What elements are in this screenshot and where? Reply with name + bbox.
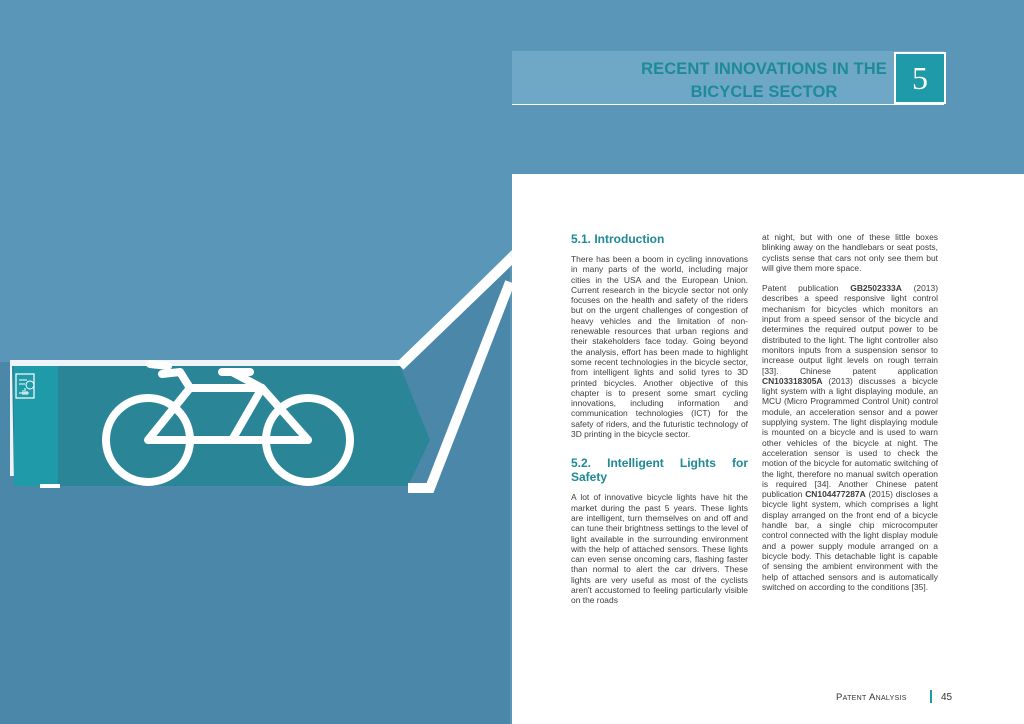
lights-paragraph: A lot of innovative bicycle lights have hit the market during the past 5 years. These lights are intelligent, turn themselves on and off and can tune their brightness settings to the level of light available in the surrounding environment with the help of attached sensors. These lights can even sense oncoming cars, flashing faster than normal to alert the car drivers. These lights are very useful as most of the cyclists aren't accustomed to feeling particularly visible on the roads — [571, 492, 748, 606]
patent-text-a: Patent publication — [762, 283, 851, 294]
section-heading-lights: 5.2. Intelligent Lights for Safety — [571, 456, 748, 485]
right-page — [512, 0, 1024, 724]
page-number: 45 — [941, 692, 953, 703]
patent-text-c: (2013) discusses a bicycle light system with a light displaying module, an MCU (Micro Programmed Control Unit) control module, an acceleration sensor and a power supplying system. The light displaying module is mounted on a bicycle and is used to warn other vehicles of the bicycle at night. The acceleration sensor is used to check the motion of the bicycle for automatic switching of the light, therefore no manual switch operation is required [34]. Another Chinese patent publication — [762, 375, 938, 500]
footer-separator — [930, 690, 932, 703]
right-paragraph-2 — [762, 283, 938, 592]
patent-document-icon — [13, 371, 39, 403]
text-column-left — [571, 232, 748, 606]
footer-label: Patent Analysis — [836, 692, 907, 703]
patent-number-1: GB2502333A — [850, 283, 902, 294]
chapter-number-badge — [894, 52, 946, 104]
chapter-title-underline — [512, 104, 944, 105]
patent-number-3: CN104477287A — [805, 489, 866, 500]
patent-number-2: CN103318305A — [762, 375, 823, 386]
section-heading-intro: 5.1. Introduction — [571, 232, 665, 246]
intro-paragraph: There has been a boom in cycling innovations in many parts of the world, including major cities in the USA and the European Union. Current research in the bicycle sector not only focuses on the health and safety of the riders but on the urgent challenges of congestion of heavy vehicles and the limitation of non-renewable resources that urban regions and their stakeholders face today. Going beyond the analysis, effort has been made to highlight some recent technologies in the bicycle sector, from intelligent lights and solid tyres to 3D printed bicycles. Another objective of this chapter is to present some smart cycling innovations, including information and communication technologies (ICT) for the safety of riders, and the futuristic technology of 3D printing in the bicycle sector. — [571, 254, 748, 440]
right-paragraph-1: at night, but with one of these little boxes blinking away on the handlebars or seat posts, cyclists sense that cars not only see them but will give them more space. — [762, 232, 938, 273]
chapter-title-line2: BICYCLE SECTOR — [690, 83, 838, 101]
patent-text-b: (2013) describes a speed responsive light control mechanism for bicycles which monitors an input from a speed sensor of the bicycle and determines the required output power to be distributed to the light. The light controller also monitors inputs from a suspension sensor to increase output light levels on rough terrain [33]. Chinese patent application — [762, 283, 938, 376]
text-column-right — [762, 232, 938, 592]
chapter-title-line1: RECENT INNOVATIONS IN THE — [641, 60, 887, 78]
patent-text-d: (2015) discloses a bicycle light system, which comprises a light display arranged on the front end of a bicycle handle bar, a single chip microcomputer control connected with the light display module and a power supply module arranged on a bicycle body. This detachable light is capable of sensing the ambient environment with the help of attached sensors and is automatically switched on according to the conditions [35]. — [762, 489, 938, 592]
chapter-number: 5 — [912, 59, 928, 96]
